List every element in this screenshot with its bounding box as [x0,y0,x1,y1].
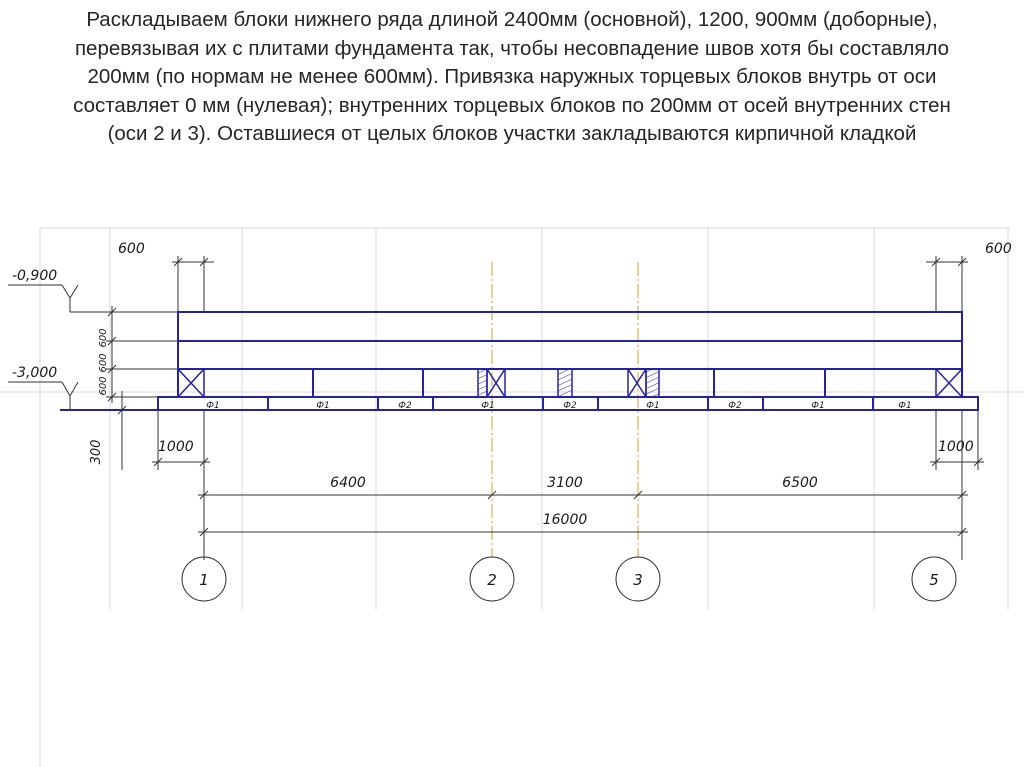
description-line: Раскладываем блоки нижнего ряда длиной 2400мм (основной), 1200, 900мм (доборные), [86,8,938,31]
description-line: составляет 0 мм (нулевая); внутренних торцевых блоков по 200мм от осей внутренних стен [73,93,951,117]
slab-label: Ф1 [206,401,220,411]
base-height-label: 300 [89,439,104,465]
axis-label: 3 [633,571,643,589]
brick-infill-1 [478,369,487,397]
top-dimension-lines [172,256,968,312]
upper-block-row [178,312,962,341]
slab-label: Ф1 [646,401,660,411]
elevation-mark-bottom [8,382,78,410]
slab-label: Ф1 [811,401,825,411]
span-dim-label: 6500 [782,475,818,491]
slab-label: Ф1 [481,401,495,411]
height-dim-label: 600 [98,376,109,396]
top-dim-left-label: 600 [118,241,145,257]
height-dim-label: 600 [98,353,109,373]
slab-label: Ф1 [898,401,912,411]
offset-dim-right-label: 1000 [938,439,974,455]
description-line: перевязывая их с плитами фундамента так, чтобы несовпадение швов хотя бы составляло [74,36,950,60]
height-dimension-labels [98,328,109,395]
elevation-mark-top [8,285,178,312]
offset-dimension-lines [152,410,984,470]
axis-markers [182,557,956,601]
span-dimension-lines [198,410,968,560]
brick-infill-2 [558,369,572,397]
slab-label: Ф2 [398,401,412,411]
axis-label: 2 [487,571,497,589]
height-dim-label: 600 [98,328,109,348]
top-dim-right-label: 600 [985,241,1012,257]
background-grid [0,228,1024,767]
slab-label: Ф2 [728,401,742,411]
axis-label: 1 [199,571,209,589]
middle-block-row [178,341,962,369]
elevation-label-top: -0,900 [12,268,58,284]
brick-infill-3 [646,369,659,397]
slab-label: Ф2 [563,401,577,411]
description-line: 200мм (по нормам не менее 600мм). Привязка наружных торцевых блоков внутрь от оси [87,65,937,88]
description-line: (оси 2 и 3). Оставшиеся от целых блоков участки закладываются кирпичной кладкой [107,122,917,145]
offset-dim-left-label: 1000 [158,439,194,455]
axis-label: 5 [929,571,939,589]
elevation-label-bottom: -3,000 [12,365,58,381]
total-dim-label: 16000 [542,512,588,528]
slab-label: Ф1 [316,401,330,411]
span-dim-label: 3100 [547,475,583,491]
span-dim-label: 6400 [330,475,366,491]
